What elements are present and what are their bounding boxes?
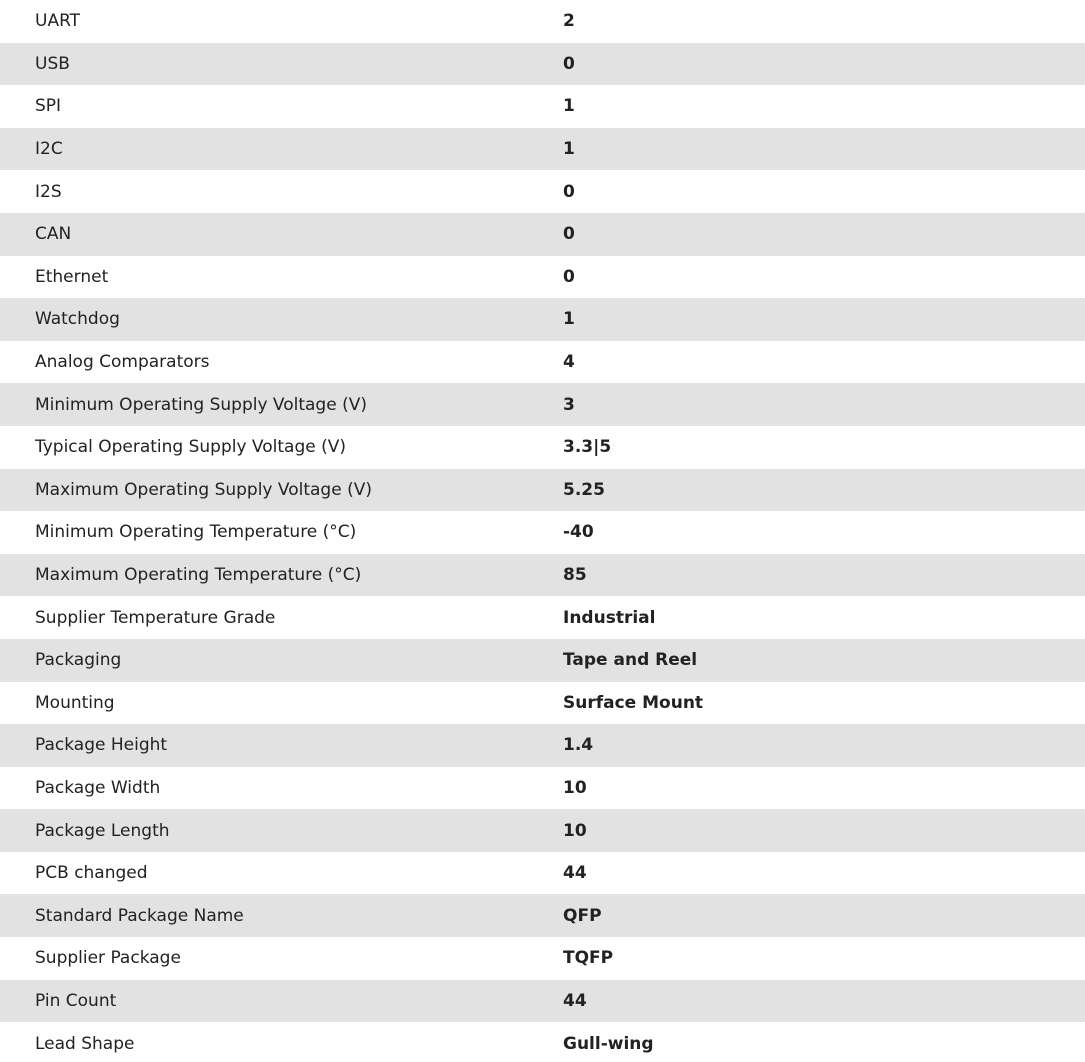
spec-value: 1 — [563, 139, 575, 160]
spec-row-temperature-grade — [0, 596, 1085, 639]
spec-row-min-temperature — [0, 511, 1085, 554]
spec-row-spi — [0, 85, 1085, 128]
spec-label: PCB changed — [35, 863, 148, 884]
spec-row-package-width — [0, 767, 1085, 810]
spec-value: 85 — [563, 565, 587, 586]
spec-label: Mounting — [35, 692, 115, 713]
spec-value: 2 — [563, 11, 575, 32]
spec-label: Pin Count — [35, 990, 117, 1011]
spec-row-can — [0, 213, 1085, 256]
spec-row-pin-count — [0, 980, 1085, 1023]
spec-label: Analog Comparators — [35, 352, 210, 373]
spec-value: 4 — [563, 352, 575, 373]
spec-value: Surface Mount — [563, 692, 704, 713]
spec-label: USB — [35, 53, 70, 74]
spec-label: Watchdog — [35, 309, 120, 330]
spec-label: SPI — [35, 96, 62, 117]
spec-row-pcb-changed — [0, 852, 1085, 895]
spec-label: Packaging — [35, 650, 122, 671]
spec-row-i2c — [0, 128, 1085, 171]
spec-label: Package Length — [35, 820, 170, 841]
spec-row-max-temperature — [0, 554, 1085, 597]
spec-row-mounting — [0, 682, 1085, 725]
spec-label: Maximum Operating Supply Voltage (V) — [35, 479, 372, 500]
spec-row-analog-comparators — [0, 341, 1085, 384]
spec-value: Tape and Reel — [563, 650, 698, 671]
spec-label: Minimum Operating Temperature (°C) — [35, 522, 357, 543]
spec-row-lead-shape — [0, 1022, 1085, 1062]
spec-row-package-height — [0, 724, 1085, 767]
spec-label: Lead Shape — [35, 1033, 135, 1054]
spec-row-watchdog — [0, 298, 1085, 341]
spec-row-ethernet — [0, 256, 1085, 299]
spec-value: 5.25 — [563, 479, 605, 500]
spec-value: 0 — [563, 53, 575, 74]
spec-value: TQFP — [563, 948, 614, 969]
spec-row-i2s — [0, 170, 1085, 213]
spec-row-package-length — [0, 809, 1085, 852]
spec-row-usb — [0, 43, 1085, 86]
spec-label: Supplier Temperature Grade — [35, 607, 276, 628]
spec-value: -40 — [563, 522, 594, 543]
spec-value: 3 — [563, 394, 575, 415]
spec-value: Industrial — [563, 607, 656, 628]
spec-label: Minimum Operating Supply Voltage (V) — [35, 394, 367, 415]
spec-value: 3.3|5 — [563, 437, 612, 458]
spec-label: Supplier Package — [35, 948, 181, 969]
spec-row-typ-supply-voltage — [0, 426, 1085, 469]
spec-label: Package Height — [35, 735, 168, 756]
spec-row-max-supply-voltage — [0, 469, 1085, 512]
spec-label: I2S — [35, 181, 62, 202]
spec-value: 1 — [563, 96, 575, 117]
spec-row-packaging — [0, 639, 1085, 682]
spec-value: 44 — [563, 863, 587, 884]
spec-value: 10 — [563, 820, 587, 841]
spec-row-standard-package-name — [0, 894, 1085, 937]
spec-value: 0 — [563, 266, 575, 287]
spec-value: Gull-wing — [563, 1033, 654, 1054]
spec-label: Maximum Operating Temperature (°C) — [35, 565, 362, 586]
spec-label: Package Width — [35, 777, 161, 798]
spec-label: CAN — [35, 224, 72, 245]
spec-value: 10 — [563, 777, 587, 798]
spec-label: Standard Package Name — [35, 905, 244, 926]
spec-value: 44 — [563, 990, 587, 1011]
spec-label: I2C — [35, 139, 63, 160]
spec-value: 0 — [563, 224, 575, 245]
spec-row-supplier-package — [0, 937, 1085, 980]
spec-label: UART — [35, 11, 81, 32]
spec-value: 1.4 — [563, 735, 594, 756]
spec-value: QFP — [563, 905, 602, 926]
spec-row-min-supply-voltage — [0, 383, 1085, 426]
spec-value: 1 — [563, 309, 575, 330]
spec-label: Ethernet — [35, 266, 109, 287]
spec-label: Typical Operating Supply Voltage (V) — [35, 437, 346, 458]
spec-value: 0 — [563, 181, 575, 202]
spec-row-uart — [0, 0, 1085, 43]
